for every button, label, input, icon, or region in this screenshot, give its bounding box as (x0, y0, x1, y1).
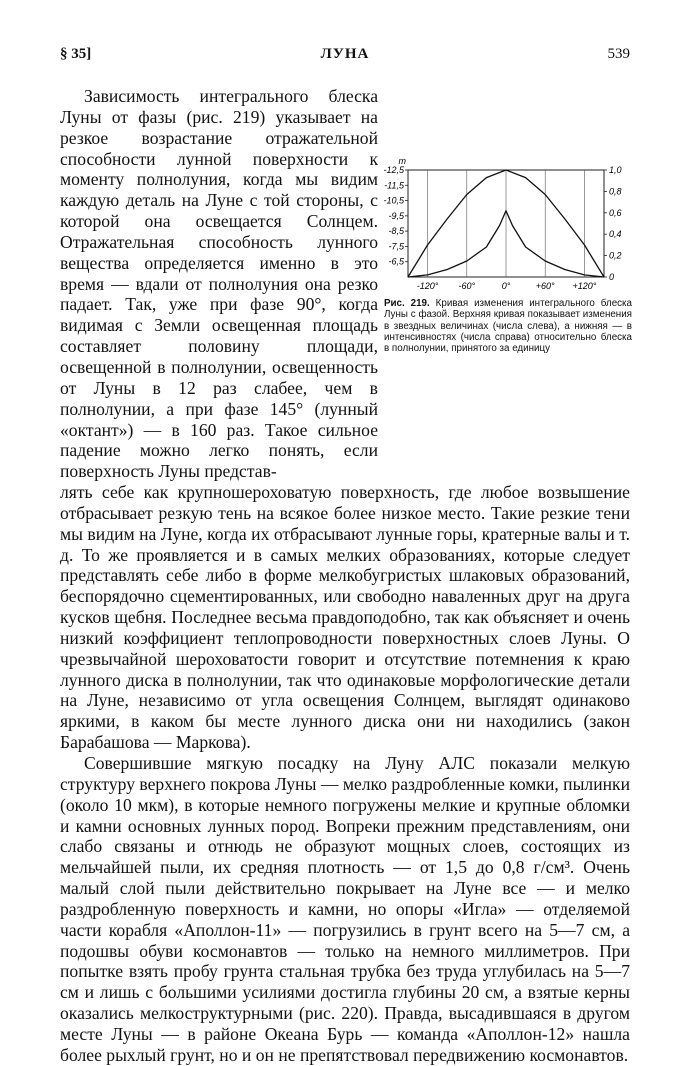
right-tick-label: 0,4 (609, 229, 622, 240)
left-tick-label: -9,5 (388, 210, 404, 221)
right-tick-label: 0 (609, 272, 615, 282)
x-tick-label: +120° (572, 281, 597, 291)
right-tick-label: 0,2 (609, 250, 622, 261)
brightness-phase-chart (368, 154, 632, 299)
right-tick-label: 0,6 (609, 207, 622, 218)
left-tick-label: -7,5 (388, 241, 404, 252)
figure-caption (384, 298, 632, 354)
paragraph-2: Совершившие мягкую посадку на Луну АЛС показали мелкую структуру верхнего покрова Луны — мелко раздробленные комки, пылинки (около 10 мкм), в которые немного погружены мелкие и крупные обломки и камни основных лунных пород. Вопреки прежним представлениям, они слабо связаны и отнюдь не образуют мощных слоев, состоящих из мельчайшей пыли, их средняя плотность — от 1,5 до 0,8 г/см³. Очень малый слой пыли действительно покрывает на Луне все — и мелко раздробленную поверхность и камни, но опоры «Игла» — отделяемой части корабля «Аполлон-11» — погрузились в грунт всего на 5—7 см, а подошвы обуви космонавтов — только на немного миллиметров. При попытке взять пробу грунта стальная трубка без труда углубилась на 5—7 см и лишь с большими усилиями достигла глубины 20 см, а взятые керны оказались мелкоструктурными (рис. 220). Правда, высадившаяся в другом месте Луны — в районе Океана Бурь — команда «Аполлон-12» нашла более рыхлый грунт, но и он не препятствовал передвижению космонавтов. (60, 753, 630, 1065)
left-tick-label: -12,5 (383, 165, 404, 175)
page-header (60, 46, 630, 72)
section-number: § 35] (60, 46, 92, 62)
x-tick-label: 0° (501, 281, 511, 291)
left-tick-label: -10,5 (383, 195, 404, 206)
page-number: 539 (607, 46, 630, 62)
left-axis-label: m (398, 156, 406, 166)
x-tick-label: -120° (416, 281, 439, 291)
paragraph-1-wrapped: Зависимость интегрального блеска Луны от фазы (рис. 219) указывает на резкое возрастание отражательной способности лунной поверхности к моменту полнолуния, когда мы видим каждую деталь на Луне с той стороны, с которой она освещается Солнцем. Отражательная способность лунного вещества определяется именно в это время — вдали от полнолуния она резко падает. Так, уже при фазе 90°, когда видимая с Земли освещенная площадь составляет половину площади, освещенной в полнолунии, освещенность от Луны в 12 раз слабее, чем в полнолунии, а при фазе 145° (лунный «октант») — в 160 раз. Такое сильное падение можно легко понять, если поверхность Луны представ- (60, 86, 378, 482)
running-title: ЛУНА (320, 46, 370, 62)
left-tick-label: -11,5 (384, 180, 404, 191)
right-tick-label: 0,8 (609, 186, 622, 197)
paragraph-1-continued: лять себе как крупношероховатую поверхность, где любое возвышение отбрасывает резкую тень на всякое более низкое место. Такие резкие тени мы видим на Луне, когда их отбрасывают лунные горы, кратерные валы и т. д. То же проявляется и в самых мелких образованиях, которые следует представлять себе либо в форме мелкобугристых шлаковых образований, беспорядочно сцементированных, или свободно наваленных друг на друга кусков щебня. Последнее весьма правдоподобно, так как объясняет и очень низкий коэффициент теплопроводности поверхностных слоев Луны. О чрезвычайной шероховатости говорит и отсутствие потемнения к краю лунного диска в полнолунии, так что одинаковые морфологические детали на Луне, независимо от угла освещения Солнцем, выглядят одинаково яркими, в каком бы месте лунного диска они ни находились (закон Барабашова — Маркова). (60, 482, 630, 753)
left-tick-label: -8,5 (388, 226, 404, 237)
left-tick-label: -6,5 (388, 256, 404, 267)
caption-label: Рис. 219. (384, 298, 430, 309)
caption-text: Кривая изменения интегрального блеска Луны с фазой. Верхняя кривая показывает изменения в звездных величинах (числа слева), а нижняя — в интенсивностях (числа справа) относительно блеска в полнолунии, принятого за единицу (384, 298, 632, 355)
x-tick-label: -60° (458, 281, 476, 291)
right-tick-label: 1,0 (609, 165, 622, 175)
x-tick-label: +60° (535, 281, 555, 291)
